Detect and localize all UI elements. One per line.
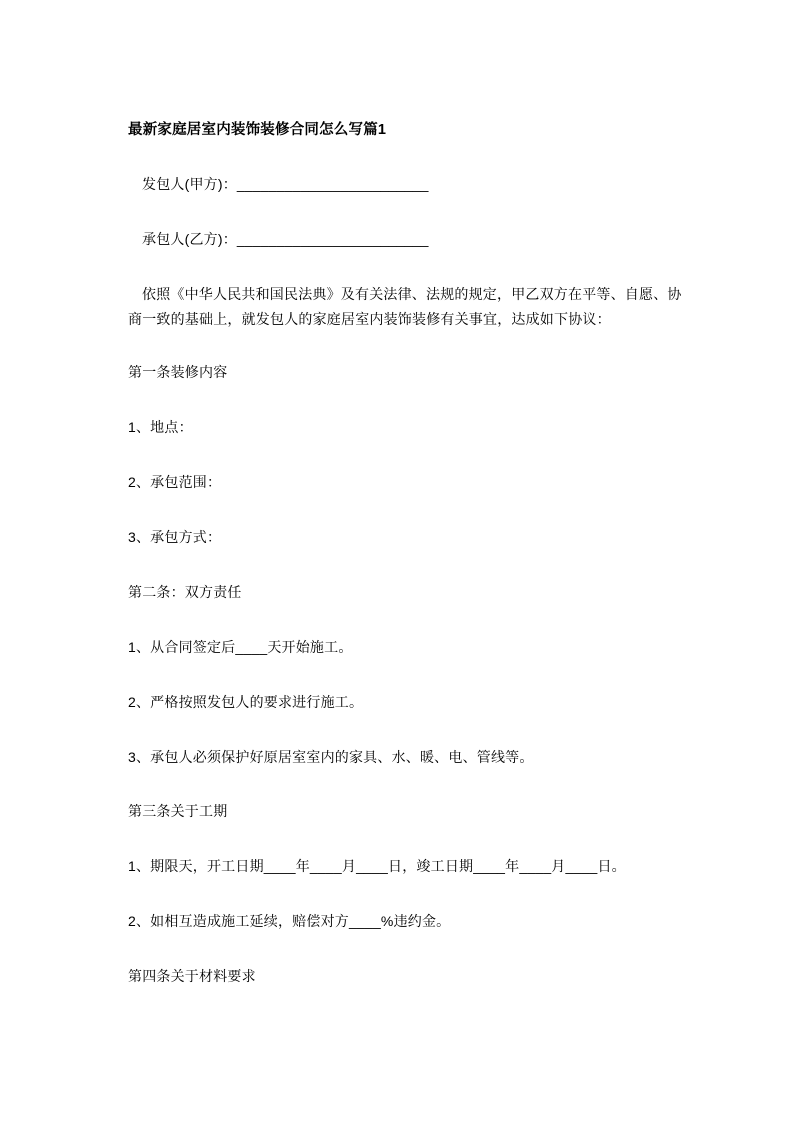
paragraph-article-1-item-1: 1、地点： <box>128 419 193 436</box>
paragraph-article-2-item-3: 3、承包人必须保护好原居室室内的家具、水、暖、电、管线等。 <box>128 748 534 765</box>
paragraph-article-3-item-2: 2、如相互造成施工延续，赔偿对方____%违约金。 <box>128 913 451 930</box>
paragraph-article-2-heading: 第二条：双方责任 <box>128 583 242 600</box>
paragraph-article-4-heading: 第四条关于材料要求 <box>128 968 256 985</box>
paragraph-article-1-item-3: 3、承包方式： <box>128 528 222 545</box>
paragraph-article-2-item-2: 2、严格按照发包人的要求进行施工。 <box>128 693 364 710</box>
paragraph-article-2-item-1: 1、从合同签定后____天开始施工。 <box>128 638 353 655</box>
paragraph-party-a: 发包人(甲方)：________________________ <box>142 175 429 192</box>
paragraph-article-3-item-1: 1、期限天，开工日期____年____月____日，竣工日期____年____月____日。 <box>128 858 626 875</box>
paragraph-article-1-heading: 第一条装修内容 <box>128 364 228 381</box>
page-title: 最新家庭居室内装饰装修合同怎么写篇1 <box>128 122 387 138</box>
paragraph-article-3-heading: 第三条关于工期 <box>128 803 228 820</box>
paragraph-article-1-item-2: 2、承包范围： <box>128 474 222 491</box>
paragraph-party-b: 承包人(乙方)：________________________ <box>142 230 429 247</box>
paragraph-preamble: 依照《中华人民共和国民法典》及有关法律、法规的规定，甲乙双方在平等、自愿、协商一致的基础上，就发包人的家庭居室内装饰装修有关事宜，达成如下协议： <box>128 285 682 328</box>
